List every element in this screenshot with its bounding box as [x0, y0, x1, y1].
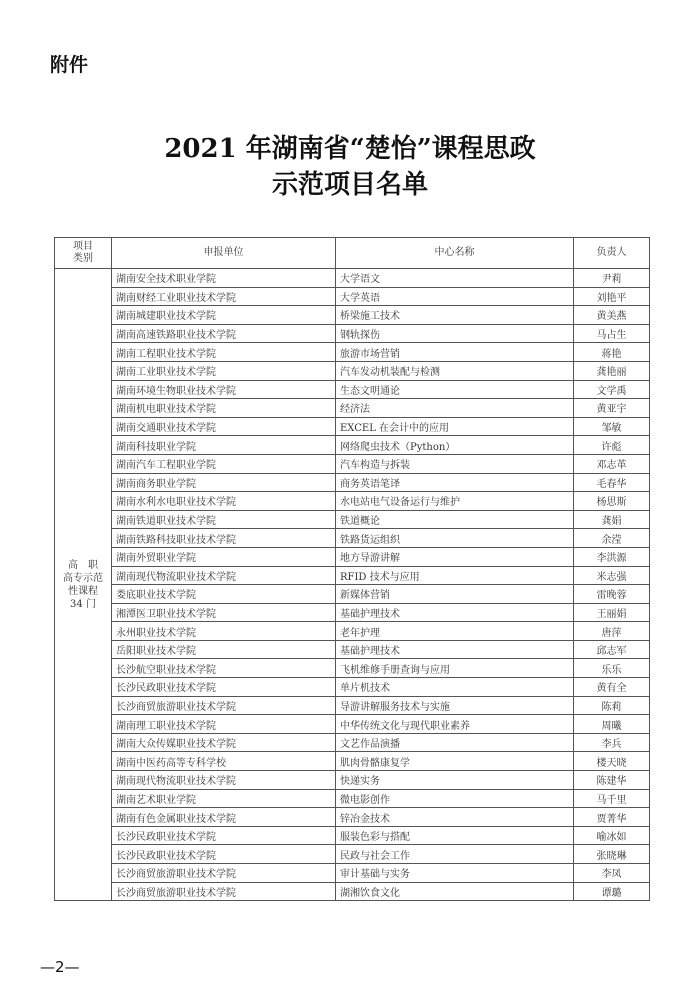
unit-cell: 长沙商贸旅游职业技术学院 [112, 882, 336, 901]
course-name-cell: 微电影创作 [336, 789, 574, 808]
unit-cell: 湖南汽车工程职业学院 [112, 454, 336, 473]
unit-cell: 湖南外贸职业学院 [112, 547, 336, 566]
table-row [55, 789, 650, 808]
course-name-cell: 文艺作品演播 [336, 733, 574, 752]
course-name-cell: 地方导游讲解 [336, 547, 574, 566]
unit-cell: 湖南城建职业技术学院 [112, 306, 336, 325]
table-row [55, 678, 650, 697]
table-row [55, 417, 650, 436]
attachment-label: 附件 [50, 54, 89, 76]
category-line: 高 职 [68, 559, 98, 571]
table-row [55, 566, 650, 585]
unit-cell: 长沙民政职业技术学院 [112, 678, 336, 697]
course-name-cell: 铁道概论 [336, 510, 574, 529]
table-body [55, 269, 650, 901]
table-row [55, 436, 650, 455]
header-category-line: 类别 [73, 253, 93, 264]
person-cell: 李凤 [574, 864, 650, 883]
unit-cell: 湖南科技职业学院 [112, 436, 336, 455]
person-cell: 唐萍 [574, 622, 650, 641]
person-cell: 余滢 [574, 529, 650, 548]
unit-cell: 湖南工程职业技术学院 [112, 343, 336, 362]
person-cell: 李洪源 [574, 547, 650, 566]
unit-cell: 湖南机电职业技术学院 [112, 399, 336, 418]
course-name-cell: 导游讲解服务技术与实施 [336, 696, 574, 715]
unit-cell: 湖南铁道职业技术学院 [112, 510, 336, 529]
table-row [55, 510, 650, 529]
person-cell: 刘艳平 [574, 287, 650, 306]
header-category [55, 238, 112, 269]
person-cell: 王丽娟 [574, 603, 650, 622]
person-cell: 黄亚宇 [574, 399, 650, 418]
category-line: 34 门 [70, 598, 96, 610]
table-row [55, 529, 650, 548]
table-row [55, 269, 650, 288]
course-name-cell: 商务英语笔译 [336, 473, 574, 492]
person-cell: 黄美燕 [574, 306, 650, 325]
table-row [55, 547, 650, 566]
course-name-cell: 经济法 [336, 399, 574, 418]
person-cell: 蒋艳 [574, 343, 650, 362]
unit-cell: 湘潭医卫职业技术学院 [112, 603, 336, 622]
table-row [55, 640, 650, 659]
person-cell: 雷晚蓉 [574, 585, 650, 604]
person-cell: 李兵 [574, 733, 650, 752]
course-name-cell: 基础护理技术 [336, 603, 574, 622]
table-row [55, 473, 650, 492]
document-title-line-1: 2021 年湖南省“楚怡”课程思政 [164, 134, 536, 164]
table-row [55, 454, 650, 473]
table-row [55, 324, 650, 343]
unit-cell: 岳阳职业技术学院 [112, 640, 336, 659]
course-name-cell: 肌肉骨骼康复学 [336, 752, 574, 771]
course-name-cell: 汽车发动机装配与检测 [336, 361, 574, 380]
person-cell: 乐乐 [574, 659, 650, 678]
person-cell: 张晓琳 [574, 845, 650, 864]
table-row [55, 659, 650, 678]
course-name-cell: 桥梁施工技术 [336, 306, 574, 325]
header-person: 负责人 [574, 238, 650, 269]
person-cell: 喻冰如 [574, 826, 650, 845]
course-name-cell: 大学英语 [336, 287, 574, 306]
person-cell: 许彪 [574, 436, 650, 455]
course-name-cell: 汽车构造与拆装 [336, 454, 574, 473]
unit-cell: 长沙商贸旅游职业技术学院 [112, 696, 336, 715]
unit-cell: 湖南大众传媒职业技术学院 [112, 733, 336, 752]
table-row [55, 622, 650, 641]
unit-cell: 湖南现代物流职业技术学院 [112, 566, 336, 585]
unit-cell: 永州职业技术学院 [112, 622, 336, 641]
unit-cell: 湖南水利水电职业技术学院 [112, 492, 336, 511]
course-name-cell: 中华传统文化与现代职业素养 [336, 715, 574, 734]
table-row [55, 826, 650, 845]
table-row [55, 882, 650, 901]
course-name-cell: 网络爬虫技术（Python） [336, 436, 574, 455]
category-line: 高专示范 [63, 572, 103, 584]
person-cell: 龚娟 [574, 510, 650, 529]
course-name-cell: 飞机维修手册查询与应用 [336, 659, 574, 678]
course-name-cell: 钢轨探伤 [336, 324, 574, 343]
unit-cell: 湖南商务职业学院 [112, 473, 336, 492]
course-name-cell: 服装色彩与搭配 [336, 826, 574, 845]
table-row [55, 864, 650, 883]
person-cell: 杨思斯 [574, 492, 650, 511]
table-row [55, 343, 650, 362]
table-row [55, 696, 650, 715]
unit-cell: 长沙民政职业技术学院 [112, 845, 336, 864]
project-roster-table [54, 237, 650, 901]
table-row [55, 752, 650, 771]
document-title-line-2: 示范项目名单 [271, 170, 428, 200]
header-category-line: 项目 [73, 241, 93, 252]
unit-cell: 湖南铁路科技职业技术学院 [112, 529, 336, 548]
person-cell: 马占生 [574, 324, 650, 343]
course-name-cell: 民政与社会工作 [336, 845, 574, 864]
person-cell: 文学禹 [574, 380, 650, 399]
person-cell: 黄有全 [574, 678, 650, 697]
person-cell: 马千里 [574, 789, 650, 808]
person-cell: 陈莉 [574, 696, 650, 715]
unit-cell: 湖南中医药高等专科学校 [112, 752, 336, 771]
person-cell: 龚艳丽 [574, 361, 650, 380]
course-name-cell: 审计基础与实务 [336, 864, 574, 883]
unit-cell: 湖南现代物流职业技术学院 [112, 771, 336, 790]
course-name-cell: 单片机技术 [336, 678, 574, 697]
table-row [55, 603, 650, 622]
course-name-cell: EXCEL 在会计中的应用 [336, 417, 574, 436]
unit-cell: 湖南交通职业技术学院 [112, 417, 336, 436]
category-line: 性课程 [68, 585, 98, 597]
person-cell: 周曦 [574, 715, 650, 734]
person-cell: 尹莉 [574, 269, 650, 288]
table-row [55, 399, 650, 418]
table-row [55, 306, 650, 325]
person-cell: 米志强 [574, 566, 650, 585]
person-cell: 谭璐 [574, 882, 650, 901]
unit-cell: 湖南艺术职业学院 [112, 789, 336, 808]
course-name-cell: 基础护理技术 [336, 640, 574, 659]
page-number: —2— [40, 958, 80, 976]
table-row [55, 733, 650, 752]
table-row [55, 380, 650, 399]
table-row [55, 715, 650, 734]
course-name-cell: 生态文明通论 [336, 380, 574, 399]
unit-cell: 长沙民政职业技术学院 [112, 826, 336, 845]
course-name-cell: 水电站电气设备运行与维护 [336, 492, 574, 511]
unit-cell: 长沙航空职业技术学院 [112, 659, 336, 678]
table-row [55, 771, 650, 790]
unit-cell: 娄底职业技术学院 [112, 585, 336, 604]
unit-cell: 湖南安全技术职业学院 [112, 269, 336, 288]
course-name-cell: 新媒体营销 [336, 585, 574, 604]
person-cell: 毛春华 [574, 473, 650, 492]
header-name: 中心名称 [336, 238, 574, 269]
course-name-cell: RFID 技术与应用 [336, 566, 574, 585]
person-cell: 贾菁华 [574, 808, 650, 827]
person-cell: 陈建华 [574, 771, 650, 790]
unit-cell: 湖南财经工业职业技术学院 [112, 287, 336, 306]
course-name-cell: 湖湘饮食文化 [336, 882, 574, 901]
unit-cell: 湖南环境生物职业技术学院 [112, 380, 336, 399]
unit-cell: 湖南高速铁路职业技术学院 [112, 324, 336, 343]
table-row [55, 808, 650, 827]
course-name-cell: 大学语文 [336, 269, 574, 288]
person-cell: 邱志军 [574, 640, 650, 659]
course-name-cell: 铁路货运组织 [336, 529, 574, 548]
table-row [55, 585, 650, 604]
course-name-cell: 快递实务 [336, 771, 574, 790]
unit-cell: 湖南工业职业技术学院 [112, 361, 336, 380]
course-name-cell: 老年护理 [336, 622, 574, 641]
course-name-cell: 锌冶金技术 [336, 808, 574, 827]
header-unit: 申报单位 [112, 238, 336, 269]
person-cell: 邹敏 [574, 417, 650, 436]
table-row [55, 845, 650, 864]
person-cell: 邓志革 [574, 454, 650, 473]
table-row [55, 361, 650, 380]
table-header-row [55, 238, 650, 269]
category-cell [55, 269, 112, 901]
unit-cell: 长沙商贸旅游职业技术学院 [112, 864, 336, 883]
unit-cell: 湖南理工职业技术学院 [112, 715, 336, 734]
person-cell: 楼天晓 [574, 752, 650, 771]
course-name-cell: 旅游市场营销 [336, 343, 574, 362]
unit-cell: 湖南有色金属职业技术学院 [112, 808, 336, 827]
table-row [55, 492, 650, 511]
table-row [55, 287, 650, 306]
